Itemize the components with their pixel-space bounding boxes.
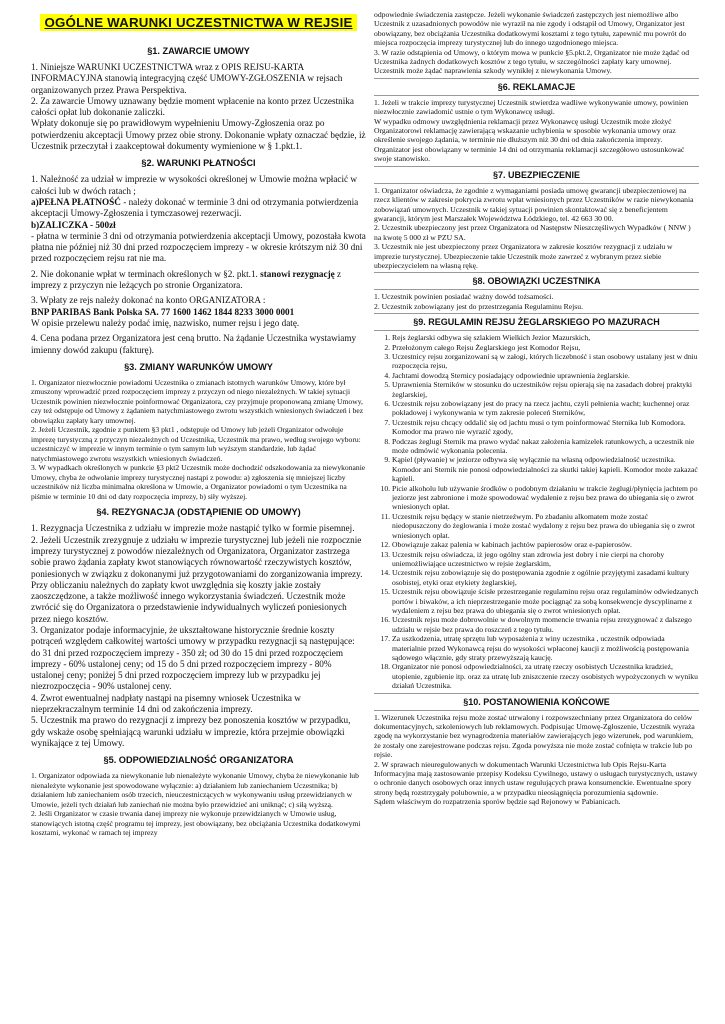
regulation-item: 7. Uczestnik rejsu chcący oddalić się od jachtu musi o tym poinformować Sternika lub Komodora. Komodor ma prawo nie wyrazić zgody, bbox=[392, 418, 699, 437]
section-2-heading: §2. WARUNKI PŁATNOŚCI bbox=[141, 158, 256, 169]
regulation-item: 2. Przełożonym całego Rejsu Żeglarskiego jest Komodor Rejsu, bbox=[392, 343, 699, 352]
s2-option-b-text: - płatna w terminie 3 dni od otrzymania potwierdzenia akceptacji Umowy, pozostała kwota płatna nie później niż 30 dni przed rozpoczęciem imprezy - w okresie krótszym niż 30 dni przed rozpoczęciem rejsu rat nie ma. bbox=[31, 230, 366, 264]
s7-p2: 2. Uczestnik ubezpieczony jest przez Organizatora od Następstw Nieszczęśliwych Wypadków ( NNW ) na kwotę 5 000 zł w PZU SA. bbox=[374, 223, 691, 242]
s3-p3: 3. W wypadkach określonych w punkcie §3 pkt2 Uczestnik może dochodzić odszkodowania za niewykonanie Umowy, chyba że odwołanie imprezy turystycznej nastąpi z powodu: a) zgłoszenia się mniejszej liczby uczestników niż liczba minimalna określona w Umowie, a Organizator powiadomi o tym Uczestnika na piśmie w terminie 10 dni od daty rozpoczęcia imprezy, b) siły wyższej. bbox=[31, 463, 366, 501]
regulation-item: 14. Uczestnik rejsu zobowiązuje się do postępowania zgodnie z ogólnie przyjętymi zasadami kultury osobistej, etyki oraz etykiety żeglarskiej, bbox=[392, 568, 699, 587]
divider bbox=[374, 313, 699, 314]
divider bbox=[374, 272, 699, 273]
document-title-wrap bbox=[31, 14, 366, 32]
regulation-item: 3. Uczestnicy rejsu zorganizowani są w załogi, których liczebność i stan osobowy ustalany jest w dniu rozpoczęcia rejsu, bbox=[392, 352, 699, 371]
regulation-item: 4. Jachtami dowodzą Sternicy posiadający odpowiednie uprawnienia żeglarskie. bbox=[392, 371, 699, 380]
s8-p1: 1. Uczestnik powinien posiadać ważny dowód tożsamości. bbox=[374, 292, 554, 302]
s2-p2 bbox=[31, 269, 366, 292]
s2-p4: 4. Cena podana przez Organizatora jest ceną brutto. Na żądanie Uczestnika wystawiamy imienny dowód zakupu (fakturę). bbox=[31, 333, 357, 355]
divider bbox=[374, 710, 699, 711]
s2-option-a-label: a)PEŁNA PŁATNOŚĆ bbox=[31, 196, 121, 207]
s2-option-a bbox=[31, 197, 366, 220]
regulation-item: 10. Picie alkoholu lub używanie środków o podobnym działaniu w trakcie żeglugi/płynięcia jachtem po jeziorze jest zabronione i może spowodować wydalenie z rejsu bez prawa do ubiegania się o zwrot wniesionych opłat. bbox=[392, 484, 699, 512]
document-title: OGÓLNE WARUNKI UCZESTNICTWA W REJSIE bbox=[40, 14, 356, 31]
divider bbox=[374, 78, 699, 79]
divider bbox=[374, 289, 699, 290]
s1-p3: Wpłaty dokonuje się po prawidłowym wypełnieniu Umowy-Zgłoszenia oraz po potwierdzeniu akceptacji Umowy przez obie strony. Dokonanie wpłaty oznaczać będzie, iż Uczestnik przeczytał i zaakceptował dokumenty wymienione w § 1.pkt.1. bbox=[31, 118, 366, 152]
s10-p2: 2. W sprawach nieuregulowanych w dokumentach Warunki Uczestnictwa lub Opis Rejsu-Karta Informacyjna mają zastosowanie przepisy Kodeksu Cywilnego, ustawy o usługach turystycznych, ustawy o ochronie danych osobowych oraz innych ustaw regulujących prawa konsumenckie. Ewentualne spory strony będą rozstrzygały polubownie, a w przypadku nieosiągnięcia porozumienia sądownie. bbox=[374, 759, 698, 797]
s4-p1: 1. Rezygnacja Uczestnika z udziału w imprezie może nastąpić tylko w formie pisemnej. bbox=[31, 523, 355, 534]
divider bbox=[374, 95, 699, 96]
s5-p1: 1. Organizator odpowiada za niewykonanie lub nienależyte wykonanie Umowy, chyba że niewykonanie lub nienależyte wykonanie jest spowodowane wyłącznie: a) działaniem lub zaniechaniem Uczestnika; b) działaniem lub zaniechaniem osób trzecich, nieuczestniczących w wykonywaniu usług przewidzianych w Umowie, jeżeli tych działań lub zaniechań nie można było przewidzieć ani uniknąć; c) siłą wyższą. bbox=[31, 771, 359, 809]
s2-p2-b: stanowi rezygnację bbox=[260, 268, 335, 279]
section-9-heading: §9. REGULAMIN REJSU ŻEGLARSKIEGO PO MAZURACH bbox=[413, 317, 660, 328]
s2-p3b: W opisie przelewu należy podać imię, nazwisko, numer rejsu i jego datę. bbox=[31, 317, 300, 328]
s8-p2: 2. Uczestnik zobowiązany jest do przestrzegania Regulaminu Rejsu. bbox=[374, 301, 583, 311]
section-6-heading: §6. REKLAMACJE bbox=[497, 81, 576, 92]
s5-p3: 3. W razie odstąpienia od Umowy, o którym mowa w punkcie §5.pkt.2, Organizator nie może żądać od Uczestnika żadnych dodatkowych kosztów z tego tytułu, w szczególności zapłaty kary umownej. Uczestnik może żądać naprawienia szkody wynikłej z niewykonania Umowy. bbox=[374, 47, 690, 76]
s1-p2: 2. Za zawarcie Umowy uznawany będzie moment wpłacenie na konto przez Uczestnika całości opłat lub dokonanie zaliczki. bbox=[31, 95, 354, 118]
s2-p2-a: 2. Nie dokonanie wpłat w terminach określonych w §2. pkt.1. bbox=[31, 268, 261, 279]
s3-p1: 1. Organizator niezwłocznie powiadomi Uczestnika o zmianach istotnych warunków Umowy, które był zmuszony wprowadzić przed rozpoczęciem imprezy z przyczyn od niego niezależnych. W takiej sytuacji Uczestnik powinien niezwłocznie poinformować Organizatora, czy przyjmuje proponowaną zmianę Umowy, czy też odstępuje od Umowy z żądaniem natychmiastowego zwrotu wszystkich wniesionych świadczeń i bez obowiązku zapłaty kary umownej. bbox=[31, 377, 364, 425]
s2-p2-c: z imprezy z przyczyn nie leżących po stronie Organizatora. bbox=[31, 268, 342, 291]
divider bbox=[374, 166, 699, 167]
regulation-item: 12. Obowiązuje zakaz palenia w kabinach jachtów papierosów oraz e-papierosów. bbox=[392, 540, 699, 549]
divider bbox=[374, 183, 699, 184]
regulation-item: 15. Uczestnik rejsu obowiązuje ścisłe przestrzeganie regulaminu rejsu oraz regulaminów odwiedzanych portów i biwaków, a ich nieprzestrzeganie może pociągnąć za sobą konsekwencje dyscyplinarne z wydaleniem z rejsu bez prawa do ubiegania się o zwrot wniesionych opłat. bbox=[392, 587, 699, 615]
s10-p1: 1. Wizerunek Uczestnika rejsu może zostać utrwalony i rozpowszechniany przez Organizatora do celów dokumentacyjnych, szkoleniowych lub reklamowych. Podpisując Umowę-Zgłoszenie, Uczestnik wyraża zgodę na wykorzystanie bez wynagrodzenia materiałów zawierających jego wizerunek, pod warunkiem, że zostały one zarejestrowane podczas rejsu. Zgoda powyższa nie może zostać cofnięta w trakcie lub po rejsie. bbox=[374, 712, 695, 760]
regulation-item: 5. Uprawnienia Sterników w stosunku do uczestników rejsu opierają się na zasadach dobrej praktyki żeglarskiej, bbox=[392, 380, 699, 399]
s4-p3: 3. Organizator podaje informacyjnie, że ukształtowane historycznie średnie koszty potrąceń względem całkowitej wartości umowy w przypadku rezygnacji są następujące: do 31 dni przed rozpoczęciem imprezy - 350 zł; od 30 do 15 dni przed rozpoczęciem imprezy - 60% ustalonej ceny; od 15 do 5 dni przed rozpoczęciem imprezy - 80% ustalonej ceny; poniżej 5 dni przed rozpoczęciem imprezy lub w przypadku jej niezrozpoczęcia - 90% ustalonej ceny. bbox=[31, 625, 355, 692]
s7-p3: 3. Uczestnik nie jest ubezpieczony przez Organizatora w zakresie kosztów rezygnacji z udziału w imprezie turystycznej. Ubezpieczenie takie Uczestnik może zawrzeć z wybranym przez siebie ubezpieczycielem na własną rękę. bbox=[374, 242, 673, 270]
right-column bbox=[374, 10, 699, 807]
section-10-heading: §10. POSTANOWIENIA KOŃCOWE bbox=[463, 696, 610, 707]
regulation-item: 17. Za uszkodzenia, utratę sprzętu lub wyposażenia z winy uczestnika , uczestnik odpowiada materialnie przed Wykonawcą rejsu do wysokości wpłaconej kaucji z możliwością postępowania sądowego włącznie, gdy straty przewyższają kaucję. bbox=[392, 634, 699, 662]
s7-p1: 1. Organizator oświadcza, że zgodnie z wymaganiami posiada umowę gwarancji ubezpieczeniowej na rzecz klientów w zakresie pokrycia zwrotu wpłat wniesionych przez Uczestników w razie niewykonania zobowiązań umownych. Uczestnik w takiej sytuacji powinien skontaktować się z beneficjentem gwarancji, którym jest Marszałek Województwa Łódzkiego, tel. 42 663 30 00. bbox=[374, 185, 694, 223]
s5-p2: 2. Jeśli Organizator w czasie trwania danej imprezy nie wykonuje przewidzianych w Umowie usług, stanowiących istotną część programu tej imprezy, jest obowiązany, bez obciążania Uczestnika dodatkowymi kosztami, wykonać w ramach tej imprezy bbox=[31, 809, 361, 838]
s1-p1: 1. Niniejsze WARUNKI UCZESTNICTWA wraz z OPIS REJSU-KARTA INFORMACYJNA stanowią integracyjną część UMOWY-ZGŁOSZENIA w rejsach organizowanych przez Prawa Perspektiva. bbox=[31, 62, 343, 95]
s10-p3: Sądem właściwym do rozpatrzenia sporów będzie sąd Rejonowy w Pabianicach. bbox=[374, 797, 621, 807]
section-4-heading: §4. REZYGNACJA (ODSTĄPIENIE OD UMOWY) bbox=[96, 507, 301, 518]
s2-p3: 3. Wpłaty ze rejs należy dokonać na konto ORGANIZATORA : bbox=[31, 295, 266, 306]
section-5-heading: §5. ODPOWIEDZIALNOŚĆ ORGANIZATORA bbox=[103, 755, 294, 766]
s6-p2: W wypadku odmowy uwzględnienia reklamacji przez Wykonawcę usługi Uczestnik może złożyć Organizatorowi reklamację zawierającą wskazanie uchybienia w sposobie wykonania umowy oraz określenie swojego żądania, w terminie nie dłuższym niż 30 dni od dnia zakończenia imprezy. Organizator jest obowiązany w terminie 14 dni od otrzymania reklamacji szczegółowo ustosunkować swoje stanowisko. bbox=[374, 116, 685, 164]
regulation-item: 11. Uczestnik rejsu będący w stanie nietrzeźwym. Po zbadaniu alkomatem może zostać niedopuszczony do żeglowania i może zostać wydalony z rejsu bez prawa do ubiegania się o zwrot wniesionych opłat. bbox=[392, 512, 699, 540]
divider bbox=[374, 330, 699, 331]
regulation-item: 13. Uczestnik rejsu oświadcza, iż jego ogólny stan zdrowia jest dobry i nie cierpi na choroby uniemożliwiające uczestnictwo w rejsie żeglarskim, bbox=[392, 550, 699, 569]
section-7-heading: §7. UBEZPIECZENIE bbox=[492, 169, 581, 180]
left-column bbox=[31, 10, 366, 838]
divider bbox=[374, 693, 699, 694]
section-1-heading: §1. ZAWARCIE UMOWY bbox=[147, 46, 250, 56]
s2-option-b-label: b)ZALICZKA - 500zł bbox=[31, 219, 116, 230]
regulation-item: 1. Rejs żeglarski odbywa się szlakiem Wielkich Jezior Mazurskich, bbox=[392, 333, 699, 342]
s4-p5: 5. Uczestnik ma prawo do rezygnacji z imprezy bez ponoszenia kosztów w przypadku, gdy wskaże osobę spełniającą warunki udziału w imprezie, która przejmie obowiązki wynikające z tej Umowy. bbox=[31, 715, 351, 748]
regulation-item: 18. Organizator nie ponosi odpowiedzialności, za utratę rzeczy osobistych Uczestnika kradzież, utopienie, zgubienie itp. oraz za utratę lub zniszczenie rzeczy osobistych wypożyczonych w wyniku działań Uczestnika. bbox=[392, 662, 699, 690]
s6-p1: 1. Jeżeli w trakcie imprezy turystycznej Uczestnik stwierdza wadliwe wykonywanie umowy, powinien niezwłocznie zawiadomić ustnie o tym Wykonawcę usługi. bbox=[374, 97, 689, 117]
s5-continued: odpowiednie świadczenia zastępcze. Jeżeli wykonanie świadczeń zastępczych jest niemożliwe albo Uczestnik z uzasadnionych powodów nie wyraził na nie zgody i odstąpił od Umowy, Organizator jest obowiązany, bez obciążania Uczestnika dodatkowymi kosztami z tego tytułu, zapewnić mu powrót do miejsca rozpoczęcia imprezy turystycznej lub do innego uzgodnionego miejsca. bbox=[374, 10, 687, 48]
bank-account: BNP PARIBAS Bank Polska SA. 77 1600 1462 1844 8233 3000 0001 bbox=[31, 306, 295, 317]
s4-p2: 2. Jeżeli Uczestnik zrezygnuje z udziału w imprezie turystycznej lub jeżeli nie rozpocznie imprezy turystycznej z powodów niezależnych od Organizatora, Organizator zastrzega sobie prawo żądania zapłaty kwot stanowiących równowartość rzeczywistych kosztów, poniesionych w związku z dokonanymi już przygotowaniami do zorganizowania imprezy. Przy obliczaniu należnych do zapłaty kwot uwzględnia się koszty jakie zostały zaoszczędzone, a także możliwość innego wykorzystania świadczeń. Uczestnik może zwrócić się do Organizatora o przedstawienie indywidualnych wyliczeń poniesionych przez niego kosztów. bbox=[31, 534, 363, 624]
section-8-heading: §8. OBOWIĄZKI UCZESTNIKA bbox=[472, 276, 601, 287]
s2-p1: 1. Należność za udział w imprezie w wysokości określonej w Umowie można wpłacić w całości lub w dwóch ratach ; bbox=[31, 174, 358, 196]
regulation-item: 8. Podczas żeglugi Sternik ma prawo wydać nakaz założenia kamizelek ratunkowych, a uczestnik nie może odmówić wykonania polecenia. bbox=[392, 437, 699, 456]
regulations-list bbox=[374, 333, 699, 690]
s2-option-a-text: - należy dokonać w terminie 3 dni od otrzymania potwierdzenia akceptacji Umowy-Zgłoszenia i tymczasowej rezerwacji. bbox=[31, 196, 359, 219]
regulation-item: 6. Uczestnik rejsu zobowiązany jest do pracy na rzecz jachtu, czyli pełnienia wacht; kuchennej oraz pokładowej i wykonywania w tym zakresie poleceń Sterników, bbox=[392, 399, 699, 418]
regulation-item: 16. Uczestnik rejsu może dobrowolnie w dowolnym momencie trwania rejsu zrezygnować z dalszego udziału w rejsie bez prawa do roszczeń z tego tytułu. bbox=[392, 615, 699, 634]
s4-p4: 4. Zwrot ewentualnej nadpłaty nastąpi na pisemny wniosek Uczestnika w nieprzekraczalnym terminie 14 dni od zakończenia imprezy. bbox=[31, 692, 301, 715]
regulation-item: 9. Kąpiel (pływanie) w jeziorze odbywa się wyłącznie na własną odpowiedzialność uczestnika. Komodor ani Sternik nie ponosi odpowiedzialności za skutki takiej kąpieli. Komodor może zakazać kąpieli. bbox=[392, 455, 699, 483]
section-3-heading: §3. ZMIANY WARUNKÓW UMOWY bbox=[124, 361, 273, 372]
s3-p2: 2. Jeżeli Uczestnik, zgodnie z punktem §3 pkt1 , odstępuje od Umowy lub jeżeli Organizator odwołuje imprezę turystyczną z przyczyn niezależnych od Uczestnika, Uczestnik ma prawo, według swojego wyboru: uczestniczyć w imprezie w innym terminie o tym samym lub wyższym standardzie, lub żądać natychmiastowego zwrotu wszystkich wniesionych świadczeń. bbox=[31, 425, 361, 463]
